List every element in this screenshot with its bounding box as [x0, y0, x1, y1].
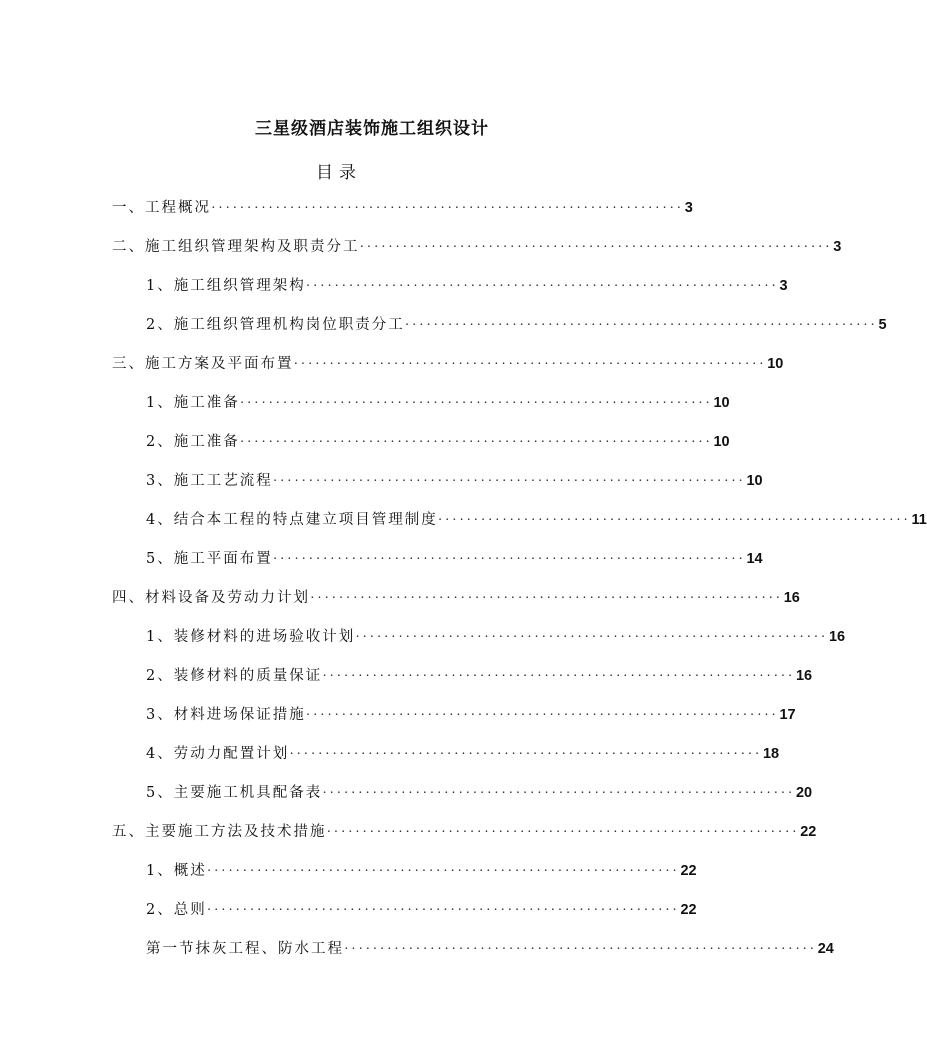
toc-entry[interactable] [146, 391, 730, 413]
toc-dot-leader: ·································································· [344, 942, 817, 957]
toc-entry-label: 5、施工平面布置 [146, 551, 273, 567]
toc-entry-label: 二、施工组织管理架构及职责分工 [112, 239, 360, 255]
toc-entry-page: 3 [833, 239, 842, 255]
toc-entry-page: 22 [680, 902, 697, 918]
toc-entry-page: 11 [911, 512, 927, 528]
toc-entry[interactable] [146, 547, 763, 569]
toc-dot-leader: ·································································· [404, 318, 878, 333]
toc-entry-page: 10 [713, 434, 730, 450]
toc-entry-label: 3、施工工艺流程 [146, 473, 273, 489]
toc-dot-leader: ·································································· [437, 513, 911, 528]
toc-entry[interactable] [146, 469, 763, 491]
toc-entry[interactable] [112, 196, 693, 218]
toc-entry-label: 四、材料设备及劳动力计划 [112, 590, 310, 606]
toc-entry-page: 5 [878, 317, 887, 333]
toc-entry-label: 一、工程概况 [112, 200, 211, 216]
toc-dot-leader: ·································································· [211, 201, 684, 216]
toc-dot-leader: ·································································· [310, 591, 783, 606]
toc-entry-label: 4、结合本工程的特点建立项目管理制度 [146, 512, 438, 528]
toc-dot-leader: ·································································· [272, 552, 746, 567]
toc-entry-page: 3 [684, 200, 693, 216]
toc-entry-label: 2、总则 [146, 902, 207, 918]
toc-entry[interactable] [112, 352, 784, 374]
toc-dot-leader: ·································································· [322, 669, 795, 684]
toc-dot-leader: ·································································· [206, 903, 680, 918]
toc-entry-label: 2、装修材料的质量保证 [146, 668, 323, 684]
toc-entry[interactable] [112, 820, 817, 842]
toc-entry-label: 2、施工组织管理机构岗位职责分工 [146, 317, 405, 333]
toc-dot-leader: ·································································· [239, 396, 713, 411]
toc-entry-page: 14 [746, 551, 763, 567]
toc-entry-page: 16 [783, 590, 800, 606]
toc-dot-leader: ·································································· [355, 630, 828, 645]
toc-dot-leader: ·································································· [305, 708, 779, 723]
toc-entry[interactable] [146, 898, 697, 920]
toc-dot-leader: ·································································· [359, 240, 833, 255]
toc-dot-leader: ·································································· [322, 786, 795, 801]
toc-entry-label: 1、施工组织管理架构 [146, 278, 306, 294]
toc-entry[interactable] [146, 508, 927, 530]
toc-entry-label: 4、劳动力配置计划 [146, 746, 290, 762]
toc-entry[interactable] [146, 430, 730, 452]
toc-dot-leader: ·································································· [289, 747, 762, 762]
toc-dot-leader: ·································································· [305, 279, 779, 294]
toc-entry-page: 22 [800, 824, 817, 840]
toc-entry-page: 20 [795, 785, 813, 801]
toc-entry-label: 第一节抹灰工程、防水工程 [146, 941, 344, 957]
toc-entry-page: 16 [828, 629, 846, 645]
toc-entry[interactable] [146, 937, 834, 959]
toc-entry-page: 17 [779, 707, 796, 723]
toc-entry[interactable] [146, 781, 813, 803]
toc-entry[interactable] [146, 703, 796, 725]
toc-entry-label: 5、主要施工机具配备表 [146, 785, 323, 801]
toc-entry[interactable] [112, 235, 842, 257]
toc-entry-label: 1、施工准备 [146, 395, 240, 411]
toc-entry[interactable] [146, 664, 813, 686]
toc-entry-page: 18 [762, 746, 780, 762]
toc-entry-label: 1、概述 [146, 863, 207, 879]
toc-entry[interactable] [146, 625, 846, 647]
toc-heading: 目录 [316, 163, 362, 183]
document-title: 三星级酒店装饰施工组织设计 [255, 119, 489, 139]
toc-entry[interactable] [146, 859, 697, 881]
toc-entry[interactable] [112, 586, 800, 608]
toc-entry-page: 3 [779, 278, 788, 294]
toc-dot-leader: ·································································· [272, 474, 746, 489]
toc-entry[interactable] [146, 313, 887, 335]
toc-entry-page: 16 [795, 668, 813, 684]
toc-entry-label: 五、主要施工方法及技术措施 [112, 824, 327, 840]
toc-entry-page: 10 [713, 395, 730, 411]
toc-dot-leader: ·································································· [326, 825, 800, 840]
toc-dot-leader: ·································································· [293, 357, 767, 372]
toc-entry-page: 24 [817, 941, 834, 957]
toc-entry-label: 3、材料进场保证措施 [146, 707, 306, 723]
toc-entry-page: 10 [767, 356, 784, 372]
toc-entry-label: 2、施工准备 [146, 434, 240, 450]
toc-entry-label: 三、施工方案及平面布置 [112, 356, 294, 372]
toc-entry-page: 10 [746, 473, 763, 489]
toc-entry[interactable] [146, 742, 780, 764]
toc-entry-label: 1、装修材料的进场验收计划 [146, 629, 356, 645]
toc-dot-leader: ·································································· [239, 435, 713, 450]
toc-entry[interactable] [146, 274, 788, 296]
toc-entry-page: 22 [680, 863, 697, 879]
toc-dot-leader: ·································································· [206, 864, 680, 879]
